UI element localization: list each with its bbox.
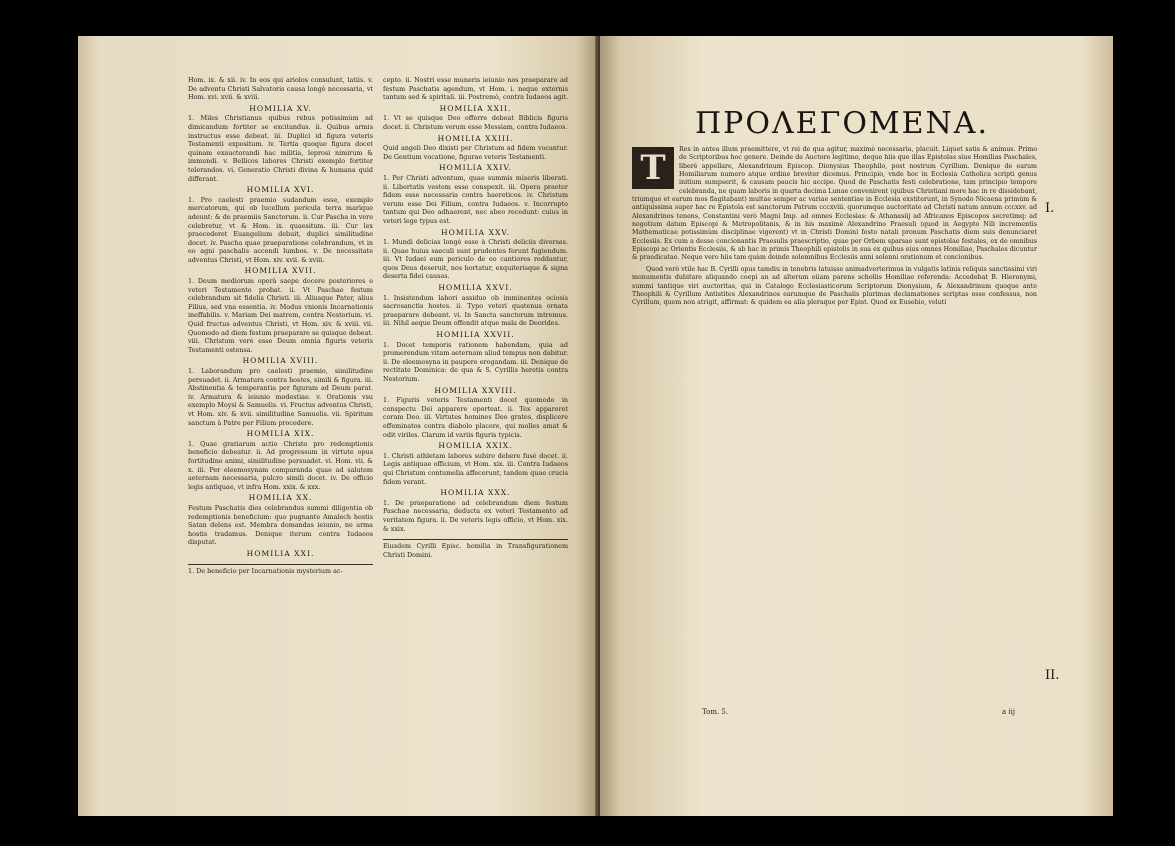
homily-title: HOMILIA XVIII.	[242, 356, 319, 366]
homily-title: HOMILIA XXIV.	[439, 163, 512, 173]
homily-section	[383, 229, 568, 282]
homily-summary: 1. Docet temporis rationem habendam, quia ad promerendum vitam aeternam aliud tempus non dabitur. ii. De eleemosyna in paupere erogandam. iii. Denique de rectitate Dominica: de qua & S. Cyrillis heretis contra Nestorium.	[383, 340, 568, 383]
homily-title: HOMILIA XXV.	[441, 227, 510, 237]
page-signature: a iij	[1002, 708, 1016, 716]
homily-title: HOMILIA XXII.	[439, 103, 512, 113]
homily-summary: 1. Pro caelesti praemio sudandum esse, exemplo mercatorum, qui ob lucellum pericula terra marique adeunt: & de praemiis Sanctorum. ii. Cur Pascha in vere celebretur, vt & Hom. ix. quaesitum. iii. Cur lex praecederet Euangelium debuit, duplici similitudine docet. iv. Pascha quae praeparatione celebrandum, vt in eo agni paschalis accendi lumbos. v. De necessitate adventus Christi, vt Hom. xiv. xvii. & xviii.	[188, 195, 373, 264]
homily-title: HOMILIA XXIII.	[437, 133, 514, 143]
left-column-2	[383, 76, 568, 559]
homily-section	[188, 267, 373, 354]
left-column-1	[188, 76, 373, 576]
homily-summary: 1. Quae gratiarum actio Christo pro redemptionis beneficio debeatur. ii. Ad progressum in virtute opus fortitudine animi, similitudine persuadet. vi. Hom. vii. & x. iii. Per eleemosynam comparanda quae ad salutem aeternam necessaria, pulcro simili docet. iv. De officio legis antiquae, vt infra Hom. xxix. & xxx.	[188, 439, 373, 491]
footer-rule	[383, 539, 568, 540]
homily-section	[383, 489, 568, 533]
homily-section	[188, 430, 373, 491]
homily-title: HOMILIA XX.	[248, 493, 313, 503]
homily-title: HOMILIA XXI.	[246, 548, 315, 558]
homily-summary: Quid angeli Deo dixisti per Christum ad fidem vocantur. De Gentium vocatione, figurae veteris Testamenti.	[383, 144, 568, 161]
homily-title: HOMILIA XIX.	[246, 429, 315, 439]
homily-summary: Festum Paschatis dies celebrandus summi diligentia ob redemptionis beneficium: quo pugnante Amalech hostis Satan delens est. Membra domandas ieiunio, ne arma hostis tradamus. Denique iterum contra Iudaeos disputat.	[188, 503, 373, 547]
homily-summary: 1. Laborandum pro caelesti praemio, similitudine persuadet. ii. Armatura contra hostes, simili & figura. iii. Abstinentia & temperantia per figuram ad Deum parat. iv. Armatura & ieiunio modestiae. v. Orationis vsu exemplo Moysi & Samuelis. vi. Fructus adventus Christi, vt Hom. xiv. & xvii. similitudine Samuelis. vii. Spiritum sanctum à Patre per Filium procedere.	[188, 367, 373, 427]
homily-summary: 1. Insistendum labori assiduo ob imminentes ociosis sacrosanctis hostes. ii. Typo veteri quatenus ornata praeparare debeant. vi. In Sancta sanctorum intremus. iii. Nihil aeque Deum offendit atque mala de Deorides.	[383, 293, 568, 328]
homily-section	[188, 550, 373, 559]
open-book	[78, 36, 1113, 816]
homily-summary: 1. Vt se quisque Deo offerre debeat Biblicis figuris docet. ii. Christum verum esse Messiam, contra Iudaeos.	[383, 114, 568, 131]
homily-title: HOMILIA XVI.	[246, 185, 315, 195]
margin-numeral: II.	[1045, 668, 1060, 683]
homily-title: HOMILIA XXVI.	[438, 283, 513, 293]
homily-section	[383, 331, 568, 384]
paragraph: Res in antea illum praemittere, vt rei de qua agitur, maximè necessaria, placuit. Liquet satis & animus. Primo de Scriptoribus hoc genere. Deinde de Auctore legitimo, deque hiis que illas Epistolas siue Homilias Paschales, liberè appellare, Alexandrinum Episcop. Dionysius Theophilo, post nostrum Cyrillum. Denique de earum Homiliarum numero atque ordine breviter dicemus. Principio, vnde hoc in Ecclesia Catholica scripti genus initium sumpserit, & causam paucis hic accipe. Quod de Paschatis festi celebratione, tam principio tempore celebranda, ne quam laboris in quarta decima Lunae convenirent (quibus Christiani more hac in re dissidebant, triumque et earum mos flagitabant) multae semper ac variae sententiae in Ecclesia exstiterunt, in Synodo Nicaena primùm & antiquissima super hac re Epistola est sanctorum Patrum cccxviii. quorumque auctoritate ad Christi natum annum cccxxv. ad Alexandrinos tenens, Constantini verò Magni Imp. ad omnes Ecclesias: & Athanasiij ad Africanos Episcopos secretimq: ad negotium datum Episcopi & Metropolitanis, & in his maximè Alexandrino Praesuli (quod in Aegypto Nili incrementis Mathematicae potissimùm disciplinae vigerent) vt in Christi Domini festo natali pronum Paschatis diem suis denunciaret Ecclesiis. Ex cum a desse concionantis Praesulis praescriptio, quae per Orbem sparsae sunt epistolae festales, ex de omnibus Episcopi ac Orientis Ecclesiis, & ab hac in primis Theophili epistolis in sua ex quibus eius omnes Homiliae, Paschales dicuntur & praedicatae. Neque vero hiis tam quàm deinde solemnibus Ecclesiis anni solenni orationum et concionibus.	[632, 146, 1037, 262]
prolegomena-text	[632, 146, 1037, 310]
column-footer: Eiusdem Cyrilli Episc. homilia in Transfigurationem Christi Domini.	[383, 542, 568, 559]
column-footer: 1. De beneficio per Incarnationis mysterium ac-	[188, 567, 343, 576]
homily-title: HOMILIA XXVII.	[436, 330, 515, 340]
margin-numeral: I.	[1045, 201, 1055, 216]
column-intro: cepto. ii. Nostri esse muneris ieiunio nos praeparare ad festum Paschatis agendum, vt Hom. i. neque externis tantum sed & spiritali. iii. Postremò, contra Iudaeos agit.	[383, 76, 568, 102]
right-page	[600, 36, 1113, 816]
left-page	[78, 36, 598, 816]
drop-cap: T	[632, 147, 674, 189]
volume-signature: Tom. 5.	[702, 708, 729, 716]
homily-section	[188, 186, 373, 264]
homily-summary: 1. Figuris veteris Testamenti docet quomodo in conspectu Dei apparere oporteat. ii. Tex appareret coram Deo. iii. Virtutes homines Deo grates, displicere effeminatos contra diabolo placere, qui molles amat & odit viriles. Clarum id variis figuris typicis.	[383, 396, 568, 439]
homily-title: HOMILIA XVII.	[244, 266, 317, 276]
homily-section	[188, 357, 373, 427]
column-intro: Hom. ix. & xii. iv. In eos qui ariolos consulunt, latiis. v. De adventu Christi Salvatoris causa longè necessaria, vt Hom. xvi. xvii. & xviii.	[188, 76, 373, 102]
homily-summary: 1. Christi athletam labores subire debere fusè docet. ii. Legis antiquae officium, vt Hom. xix. iii. Contra Iudaeos qui Christum contumelia affecerunt, tandem quae crucis fidem verant.	[383, 451, 568, 486]
homily-summary: 1. Per Christi adventum, quae summis miseris liberati. ii. Libertatis vestem esse conspexit. iii. Opera praeter fidem esse necessaria contra haereticos. iv. Christum verum esse Dei Filium, contra Iudaeos. v. Incorrupto tantum qui Deo adhaerent, nec abeo recedunt: cuius in veteri lege typus est.	[383, 173, 568, 225]
homily-title: HOMILIA XXIX.	[438, 441, 513, 451]
homily-section	[383, 284, 568, 328]
homily-section	[383, 135, 568, 162]
homily-section	[383, 387, 568, 440]
homily-summary: 1. De praeparatione ad celebrandum diem festum Paschae necessaria, deducta ex veteri Testamento ad veritatem figura. ii. De veteris legis officio, vt Hom. xix. & xxix.	[383, 498, 568, 533]
homily-title: HOMILIA XV.	[249, 103, 312, 113]
page-title: ΠΡΟΛΕΓΟΜΕΝΑ.	[695, 106, 989, 141]
homily-section	[188, 105, 373, 183]
homily-section	[383, 442, 568, 486]
homily-summary: 1. Miles Christianus quibus rebus potissimùm ad dimicandum fortiter se excitandus. ii. Quibus armis instructus esse debeat. iii. Duplici id figura veteris Testamenti expositum. iv. Tertia quoque figura docet quinam exauctorandi hac militia, leprosi nimirum & immundi. v. Bellicos labores Christi exemplo fortiter tolerandos. vi. Generatio Christi divina & humana quid differant.	[188, 114, 373, 183]
homily-summary: 1. Deum mediorum operâ saepe docere posteriores e veteri Testamento probat. ii. Vt Paschae festum celebrandum sit fidelis Christi. iii. Aliusque Pater, alius Filius, sed vna essentia. iv. Modus vnionis Incarnationis ineffabilis. v. Mariam Dei matrem, contra Nestorium. vi. Quid fructus adventus Christi, vt Hom. xiv. & xviii. vii. Quomodo ad diem festum praeparare se quisque debeat. viii. Christum verè esse Deum omnia figuris veteris Testamenti ostensa.	[188, 277, 373, 354]
homily-summary: 1. Mundi delicias longè esse à Christi deliciis diversas. ii. Quae huius saeculi sunt prudentes ferunt fugiendum. iii. Vt Iudaei eum periculo de eo cantiores reddantur, quos Deus deseruit, nos hortatur, exquiterisque & signa deserta fidei causas.	[383, 238, 568, 281]
homily-section	[383, 164, 568, 225]
homily-section	[383, 105, 568, 132]
homily-title: HOMILIA XXX.	[440, 488, 511, 498]
homily-title: HOMILIA XXVIII.	[434, 385, 517, 395]
homily-section	[188, 494, 373, 547]
footer-rule	[188, 564, 373, 565]
paragraph: Quod verò vtile hac B. Cyrilli opus tamdiu in tenebris latuisse animadverterimus in vulgatis latinis reliquis sanctissimi viri monumentis dubitare aliquando coepi an ad alterum eiiam parens scholiis Homiliae referenda: Accedebat B. Hieronymi, summi tantique viri auctoritas, qui in Catalogo Ecclesiasticorum Scriptorum Dionysium, & Alexandrinum quoque ante Theophili & Cyrillum Antistites Alexandrinos earumque de Paschalis plurimas declamationes scriptas esse confessus, non Cyrillum, quem non atrigit, affirmat: & quidem ea alia pleraque per Epist. Quod ex Eusebio, veluti	[632, 265, 1037, 307]
